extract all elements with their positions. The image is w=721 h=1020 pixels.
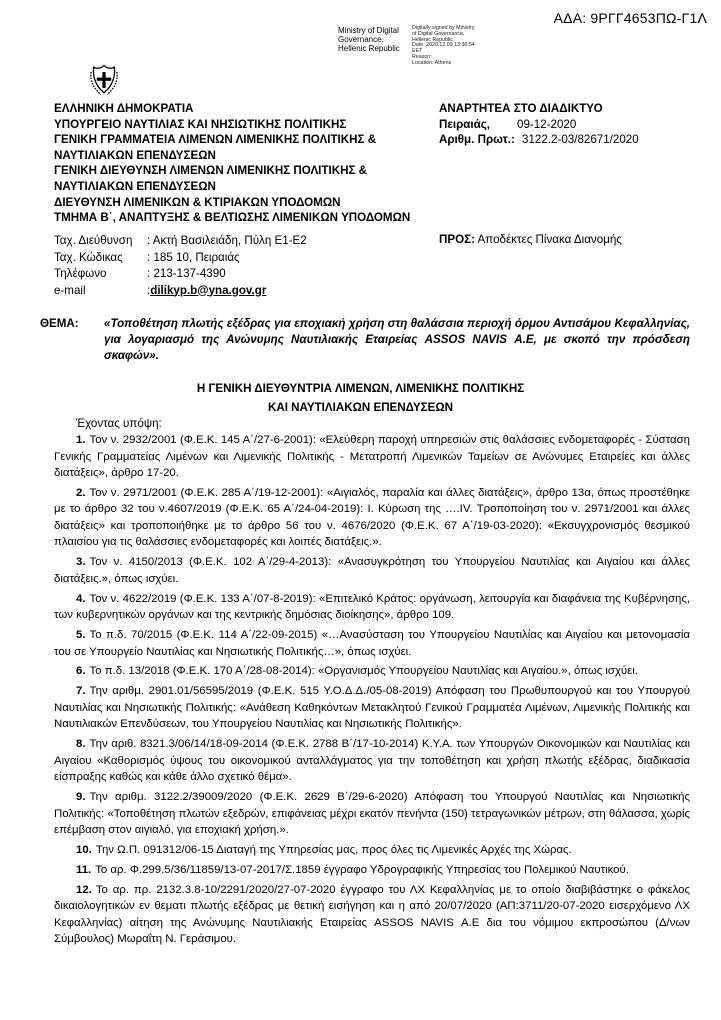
phone-row: Τηλέφωνο : 213-137-4390 bbox=[54, 267, 226, 280]
list-item: 3. Τον ν. 4150/2013 (Φ.Ε.Κ. 102 Α΄/29-4-2013): «Ανασυγκρότηση του Υπουργείου Ναυτιλίας και Αιγαίου και άλλες διατάξεις.», όπως ισχύει. bbox=[54, 556, 690, 585]
list-item: 9. Την αριθμ. 3122.2/39009/2020 (Φ.Ε.Κ. 2629 Β΄/29-6-2020) Απόφαση του Υπουργού Ναυτιλίας και Νησιωτικής Πολιτικής: «Τοποθέτηση πλωτών εξεδρών, επιφάνειας μέχρι εκατόν πενήντα (150) τετραγωνικών μέτρων, στη θάλασσα, χωρίς επέμβαση στον αιγιαλό, για εποχιακή χρήση.». bbox=[54, 791, 690, 837]
email-link[interactable]: dilikyp.b@yna.gov.gr bbox=[150, 283, 267, 297]
ada-code: ΑΔΑ: 9ΡΓΓ4653ΠΩ-Γ1Λ bbox=[553, 10, 707, 26]
list-item: 12. Το αρ. πρ. 2132.3.8-10/2291/2020/27-07-2020 έγγραφο του ΛΧ Κεφαλληνίας με το οποίο διαβιβάστηκε ο φάκελος δικαιολογητικών εν θεματι πλωτής εξέδρας με θετική εισήγηση και η από 20/07/2020 (ΑΠ:3711/20-07-2020 εισερχόμενο ΛΧ Κεφαλληνίας) αίτηση της Ανώνυμης Ναυτιλιακής Εταιρείας ASSOS NAVIS Α.Ε δια του νόμιμου εκπροσώπου (Δ/νων Σύμβουλος) Μωραΐτη Ν. Γεράσιμου. bbox=[54, 883, 690, 946]
list-item: 10. Την Ω.Π. 091312/06-15 Διαταγή της Υπηρεσίας μας, προς όλες τις Λιμενικές Αρχές της Χώρας. bbox=[76, 844, 572, 857]
considering-intro: Έχοντας υπόψη: bbox=[76, 417, 162, 430]
list-item: 4. Τον ν. 4622/2019 (Φ.Ε.Κ. 133 Α΄/07-8-2019): «Επιτελικό Κράτος: οργάνωση, λειτουργία και διαφάνεια της Κυβέρνησης, των κυβερνητικών οργάνων και της κεντρικής δημόσιας διοίκησης», άρθρο 109. bbox=[54, 592, 690, 622]
list-item: 5. Το π.δ. 70/2015 (Φ.Ε.Κ. 114 Α΄/22-09-2015) «…Ανασύσταση του Υπουργείου Ναυτιλίας και Αιγαίου και μετονομασία του σε Υπουργείο Ναυτιλίας και Νησιωτικής Πολιτικής…», όπως ισχύει. bbox=[54, 629, 690, 658]
publish-notice: ΑΝΑΡΤΗΤΕΑ ΣΤΟ ΔΙΑΔΙΚΤΥΟ bbox=[439, 102, 603, 115]
protocol-number: Αριθμ. Πρωτ.: 3122.2-03/82671/2020 bbox=[439, 133, 639, 147]
contact-details bbox=[54, 233, 307, 299]
place-date: Πειραιάς, 09-12-2020 bbox=[439, 117, 577, 131]
signature-issuer: Ministry of Digital Governance, Hellenic Republic bbox=[338, 26, 400, 53]
list-item: 8. Την αριθ. 8321.3/06/14/18-09-2014 (Φ.Ε.Κ. 2788 Β΄/17-10-2014) Κ.Υ.Α. των Υπουργών Οικονομικών και Ναυτιλίας και Αιγαίου «Καθορισμός ύψους του οικονομικού ανταλλάγματος για την τοποθέτηση και χρήση πλωτής εξέδρας, διαδικασία είσπραξης καθώς και κάθε άλλο σχετικό θέμα». bbox=[54, 738, 690, 784]
recipients: ΠΡΟΣ: Αποδέκτες Πίνακα Διανομής bbox=[439, 233, 622, 246]
email-row: e-mail : dilikyp.b@yna.gov.gr bbox=[54, 283, 307, 300]
issuer-title: Η ΓΕΝΙΚΗ ΔΙΕΥΘΥΝΤΡΙΑ ΛΙΜΕΝΩΝ, ΛΙΜΕΝΙΚΗΣ ΠΟΛΙΤΙΚΗΣ ΚΑΙ ΝΑΥΤΙΛΙΑΚΩΝ ΕΠΕΝΔΥΣΕΩΝ bbox=[196, 382, 525, 414]
address-row: Ταχ. Διεύθυνση : Ακτή Βασιλειάδη, Πύλη Ε1-Ε2 bbox=[54, 234, 307, 247]
subject bbox=[40, 316, 690, 364]
considerations-list bbox=[54, 432, 690, 951]
subject-label: ΘΕΜΑ: bbox=[40, 317, 79, 330]
list-item: 2. Τον ν. 2971/2001 (Φ.Ε.Κ. 285 Α΄/19-12-2001): «Αιγιαλός, παραλία και άλλες διατάξεις», άρθρο 13α, όπως προστέθηκε με το άρθρο 32 του ν.4607/2019 (Φ.Ε.Κ. 65 Α΄/24-04-2019): Ι. Κύρωση της ….IV. Τροποποίηση του ν. 2971/2001 και άλλες διατάξεις» και τροποποιήθηκε με το άρθρο 56 του ν. 4676/2020 (Φ.Ε.Κ. 67 Α΄/19-03-2020): «Εκσυγχρονισμός θεσμικού πλαισίου για τις θαλάσσιες ενδομεταφορές και λοιπές διατάξεις.». bbox=[54, 486, 690, 549]
document-meta bbox=[439, 101, 639, 148]
list-item: 6. Το π.δ. 13/2018 (Φ.Ε.Κ. 170 Α΄/28-08-2014): «Οργανισμός Υπουργείου Ναυτιλίας και Αιγαίου.», όπως ισχύει. bbox=[76, 665, 638, 678]
issuing-authority: ΕΛΛΗΝΙΚΗ ΔΗΜΟΚΡΑΤΙΑ ΥΠΟΥΡΓΕΙΟ ΝΑΥΤΙΛΙΑΣ ΚΑΙ ΝΗΣΙΩΤΙΚΗΣ ΠΟΛΙΤΙΚΗΣ ΓΕΝΙΚΗ ΓΡΑΜΜΑΤΕΙΑ ΛΙΜΕΝΩΝ ΛΙΜΕΝΙΚΗΣ ΠΟΛΙΤΙΚΗΣ & ΝΑΥΤΙΛΙΑΚΩΝ ΕΠΕΝΔΥΣΕΩΝ ΓΕΝΙΚΗ ΔΙΕΥΘΥΝΣΗ ΛΙΜΕΝΩΝ ΛΙΜΕΝΙΚΗΣ ΠΟΛΙΤΙΚΗΣ & ΝΑΥΤΙΛΙΑΚΩΝ ΕΠΕΝΔΥΣΕΩΝ ΔΙΕΥΘΥΝΣΗ ΛΙΜΕΝΙΚΩΝ & ΚΤΙΡΙΑΚΩΝ ΥΠΟΔΟΜΩΝ ΤΜΗΜΑ Β΄, ΑΝΑΠΤΥΞΗΣ & ΒΕΛΤΙΩΣΗΣ ΛΙΜΕΝΙΚΩΝ ΥΠΟΔΟΜΩΝ bbox=[54, 102, 411, 225]
subject-text: «Τοποθέτηση πλωτής εξέδρας για εποχιακή χρήση στη θαλάσσια περιοχή όρμου Αντισάμου Κεφαλληνίας, για λογαριασμό της Ανώνυμης Ναυτιλιακής Εταιρείας ASSOS NAVIS Α.Ε, με σκοπό την πρόσδεση σκαφών». bbox=[104, 317, 690, 362]
digital-signature-block bbox=[338, 26, 484, 67]
hellenic-emblem-icon bbox=[88, 64, 120, 96]
list-item: 11. Το αρ. Φ.299.5/36/11859/13-07-2017/Σ.1859 έγγραφο Υδρογραφικής Υπηρεσίας του Πολεμικού Ναυτικού. bbox=[76, 863, 629, 876]
signature-details: Digitally signed by Ministry of Digital Governance, Hellenic Republic Date: 2020.12.09 13:36:54 EET Reason: Location: Athens bbox=[412, 25, 475, 66]
postcode-row: Ταχ. Κώδικας : 185 10, Πειραιάς bbox=[54, 250, 240, 264]
list-item: 7. Την αριθμ. 2901.01/56595/2019 (Φ.Ε.Κ. 515 Υ.Ο.Δ.Δ./05-08-2019) Απόφαση του Πρωθυπουργού και του Υπουργού Ναυτιλίας και Νησιωτικής Πολιτικής: «Ανάθεση Καθηκόντων Μετακλητού Γενικού Γραμματέα Λιμένων, Λιμενικής Πολιτικής και Ναυτιλιακών Επενδύσεων, του Υπουργείου Ναυτιλίας και Νησιωτικής Πολιτικής». bbox=[54, 685, 690, 731]
list-item: 1. Τον ν. 2932/2001 (Φ.Ε.Κ. 145 Α΄/27-6-2001): «Ελεύθερη παροχή υπηρεσιών στις θαλάσσιες ενδομεταφορές - Σύσταση Γενικής Γραμματείας Λιμένων και Λιμενικής Πολιτικής - Μετατροπή Λιμενικών Ταμείων σε Ανώνυμες Εταιρείες και άλλες διατάξεις», άρθρο 17-20. bbox=[54, 434, 690, 479]
